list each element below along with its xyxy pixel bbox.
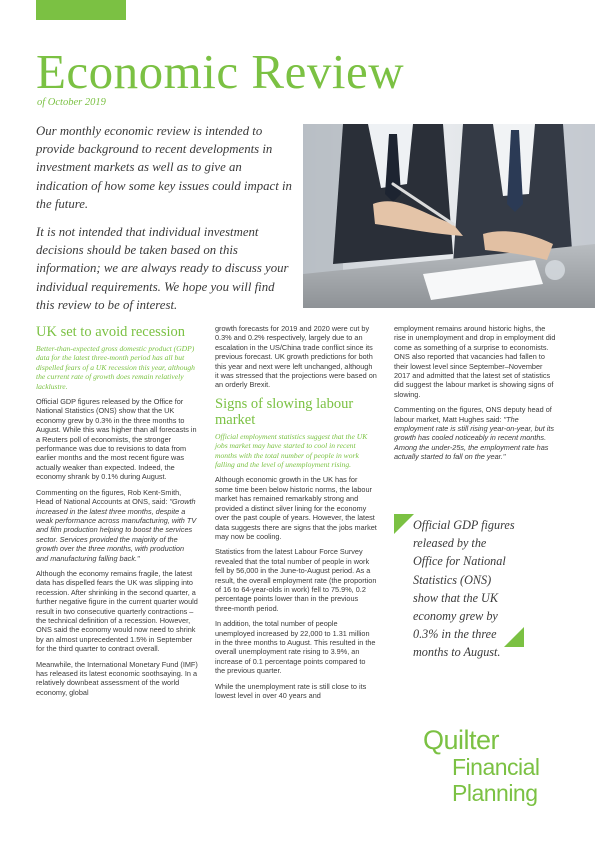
hero-photo-business-meeting [303, 124, 595, 308]
article-paragraph: Official GDP figures released by the Office for National Statistics (ONS) show that the UK economy grew by 0.3% in the three months to August. While this was higher than all forecasts in a Reuters poll of economists, the stronger performance was due to revisions to data from earlier months and the most recent figure was actually weaker than expected. Indeed, the economy shrank by 0.1% during August. [36, 397, 197, 482]
article-standfirst-labour: Official employment statistics suggest that the UK jobs market may have started to cool in recent months with the total number of people in work falling and the level of unemployment rising. [215, 431, 368, 470]
article-paragraph: Statistics from the latest Labour Force Survey revealed that the total number of people in work fell by 56,000 in the June-to-August period. As a result, the overall employment rate (the proportion of 16 to 64-year-olds in work) fell to 75.9%, 0.2 percentage points lower than in the previous three-month period. [215, 547, 377, 613]
quote-intro: Commenting on the figures, ONS deputy head of labour market, Matt Hughes said: [394, 405, 552, 424]
logo-line-1: Quilter [423, 725, 500, 755]
article-paragraph: Meanwhile, the International Monetary Fund (IMF) has released its latest economic soothsaying. In a relatively downbeat assessment of the world economy, global [36, 659, 198, 697]
article-paragraph [36, 488, 198, 563]
pull-quote: Official GDP figures released by the Office for National Statistics (ONS) show that the UK economy grew by 0.3% in the three months to August. [413, 518, 515, 660]
callout-corner-bottom-right [504, 627, 524, 647]
article-heading-recession: UK set to avoid recession [36, 324, 185, 340]
article-heading-labour: Signs of slowing labour market [215, 395, 354, 428]
article-paragraph: employment remains around historic highs, the rise in unemployment and drop in employment did come as something of a surprise to economists. ONS also reported that vacancies had fallen to their lowest level since September–November 2017 and admitted that the latest set of statistics did suggest the labour market is showing signs of slowing. [394, 324, 556, 399]
logo-line-2: Financial [452, 754, 540, 780]
logo-line-3: Planning [452, 780, 538, 806]
article-labour-market [215, 396, 377, 701]
article-column-3 [394, 324, 556, 468]
article-paragraph: Although the economy remains fragile, the latest data has dispelled fears the UK was slipping into recession. After shrinking in the second quarter, a further negative figure in the current quarter would result in two consecutive quarterly contractions – the technical definition of a recession. However, ONS said the economy would now need to shrink by an almost unprecedented 1.5% in September for the third quarter to contract overall. [36, 568, 198, 654]
article-column-1 [36, 324, 198, 703]
quote-text: "The employment rate is still rising year-on-year, but its growth has cooled noticeably in recent months. Among the under-25s, the employment rate has actually started to fall on the year." [394, 414, 555, 462]
intro-paragraph-2: It is not intended that individual investment decisions should be taken based on this information; we are always ready to discuss your individual requirements. We hope you will find this review to be of interest. [36, 225, 289, 312]
header-accent-block [36, 0, 126, 20]
article-paragraph: growth forecasts for 2019 and 2020 were cut by 0.3% and 0.2% respectively, largely due to an escalation in the US/China trade conflict since its previous forecast. UK growth predictions for both this year and next were left unchanged, although it was stressed that the projections were based on an orderly Brexit. [215, 324, 377, 390]
article-paragraph: In addition, the total number of people unemployed increased by 22,000 to 1.31 million in the three months to August. This resulted in the overall unemployment rate rising to 3.9%, an increase of 0.1 percentage points compared to the previous quarter. [215, 619, 376, 676]
quote-intro: Commenting on the figures, Rob Kent-Smith, Head of National Accounts at ONS, said: [36, 487, 182, 507]
issue-date: of October 2019 [37, 97, 106, 108]
quote-text: "Growth increased in the latest three months, despite a weak performance across manufacturing, with TV and film production helping to boost the services sector. Services provided the majority of the growth over the three months, with production and manufacturing falling back." [36, 497, 197, 563]
hero-photo-illustration [303, 124, 595, 308]
callout-corner-top-left [394, 514, 414, 534]
article-standfirst-recession: Better-than-expected gross domestic product (GDP) data for the latest three-month period has all but dispelled fears of a UK recession this year, although the current rate of growth does remain relatively lacklustre. [36, 344, 195, 391]
article-column-2 [215, 324, 377, 706]
article-paragraph: Although economic growth in the UK has for some time been below historic norms, the labour market has remained remarkably strong and provided a distinct silver lining for the economy over the past couple of years. However, the latest data suggests there are signs that the jobs market may now be cooling. [215, 475, 377, 541]
article-paragraph: While the unemployment rate is still close to its lowest level in over 40 years and [215, 681, 367, 700]
quilter-logo [423, 726, 540, 806]
page-title: Economic Review [36, 44, 405, 99]
intro-text [36, 122, 292, 324]
intro-paragraph-1: Our monthly economic review is intended to provide background to recent developments in investment markets as well as to give an indication of how some key issues could impact in the future. [36, 124, 292, 211]
article-paragraph [394, 405, 556, 461]
